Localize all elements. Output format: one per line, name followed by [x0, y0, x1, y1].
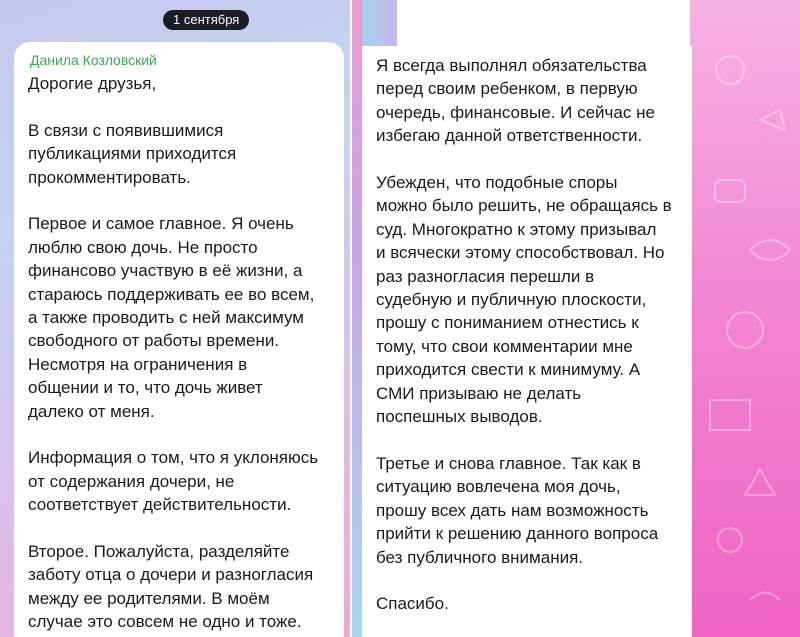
message-paragraph: В связи с появившимися публикациями приходится прокомментировать. — [28, 120, 237, 187]
message-paragraph: Информация о том, что я уклоняюсь от содержания дочери, не соответствует действительности. — [28, 448, 319, 515]
message-paragraph: Я всегда выполнял обязательства перед своим ребенком, в первую очередь, финансовые. И сейчас не избегаю данной ответственности. — [376, 56, 655, 146]
message-paragraph: Второе. Пожалуйста, разделяйте заботу отца о дочери и разногласия между ее родителями. В моём случае это совсем не одно и тоже. — [28, 542, 314, 632]
message-paragraph: Первое и самое главное. Я очень люблю свою дочь. Не просто финансово участвую в её жизни, а стараюсь поддерживать ее во всем, а также проводить с ней максимум свободного от работы времени. Несмотря на ограничения в общении и то, что дочь живет далеко от меня. — [28, 214, 315, 421]
left-screenshot-panel — [0, 0, 350, 637]
chat-background-strip — [352, 0, 362, 637]
chat-background-pattern — [690, 0, 800, 637]
message-paragraph: Дорогие друзья, — [28, 74, 157, 93]
right-screenshot-panel — [352, 0, 800, 637]
message-paragraph: Третье и снова главное. Так как в ситуацию вовлечена моя дочь, прошу всех дать нам возможность прийти к решению данного вопроса без публичного внимания. — [376, 453, 659, 567]
date-pill: 1 сентября — [163, 10, 249, 30]
message-paragraph: Спасибо. — [376, 594, 449, 614]
message-paragraph: Убежден, что подобные споры можно было решить, не обращаясь в суд. Многократно к этому призывал и всячески этому способствовал. Но раз разногласия перешли в судебную и публичную плоскости, прошу с пониманием отнестись к тому, что свои комментарии мне приходится свести к минимуму. А СМИ призываю не делать поспешных выводов. — [376, 173, 672, 427]
background-doodle-icon — [690, 0, 800, 637]
sender-name[interactable]: Данила Козловский — [30, 52, 157, 68]
message-bubble-right[interactable] — [362, 46, 692, 637]
message-bubble-left[interactable] — [14, 42, 344, 637]
